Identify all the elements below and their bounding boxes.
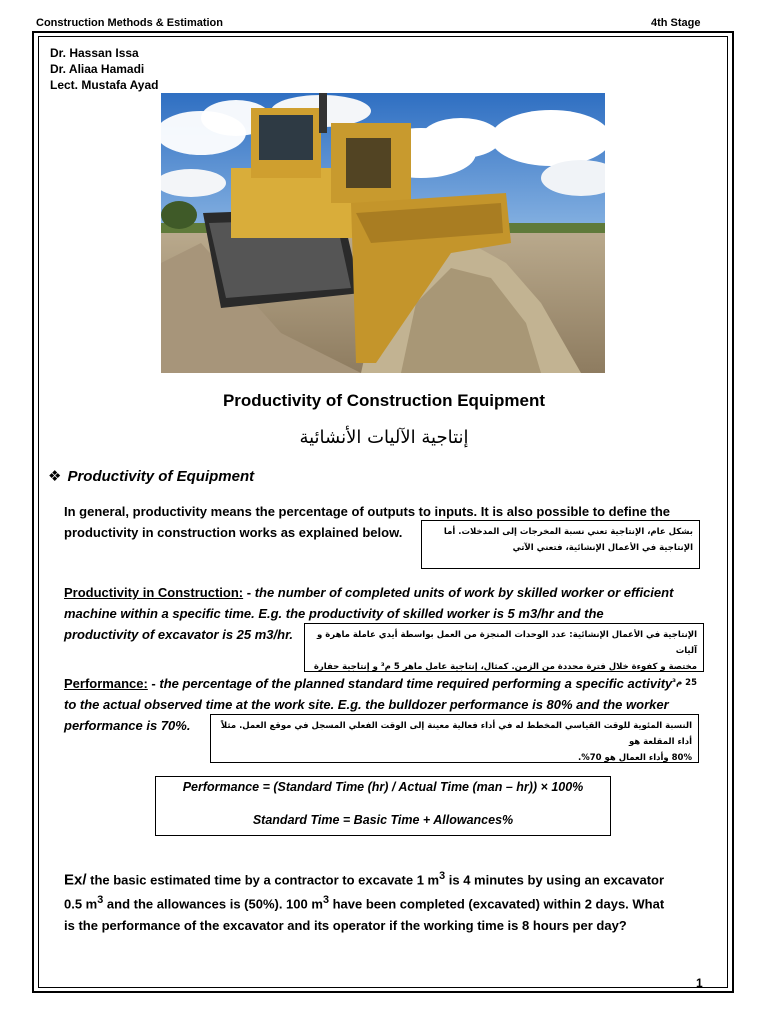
arabic-note-performance	[210, 714, 699, 763]
term-separator: -	[147, 676, 160, 691]
paragraph-line	[64, 673, 704, 694]
arabic-line: 80% وأداء العمال هو 70%.	[578, 753, 692, 763]
example-label: Ex/	[64, 871, 87, 889]
author: Lect. Mustafa Ayad	[50, 78, 159, 92]
term-separator: -	[243, 585, 255, 600]
superscript: 3	[439, 870, 446, 882]
example-text: the basic estimated time by a contractor to excavate 1 m	[86, 872, 440, 888]
paragraph-line: productivity in construction works as explained below.	[64, 525, 403, 540]
arabic-line: بشكل عام، الإنتاجية تعني نسبة المخرجات إلى المدخلات. أما	[443, 527, 693, 537]
diamond-bullet-icon: ❖	[48, 468, 62, 485]
superscript: 3	[322, 894, 329, 907]
formula-box	[155, 776, 611, 836]
page-title: Productivity of Construction Equipment	[222, 391, 546, 410]
paragraph-line: productivity of excavator is 25 m3/hr.	[64, 627, 294, 642]
paragraph-line	[64, 866, 704, 890]
header-course: Construction Methods & Estimation	[36, 17, 223, 29]
definition-text: the number of completed units of work by skilled worker or efficient	[254, 585, 674, 600]
paragraph-line	[64, 582, 704, 603]
arabic-line: الإنتاجية في الأعمال الإنشائية: عدد الوحدات المنجزة من العمل بواسطة أيدي عاملة ماهرة و آليات	[317, 630, 697, 656]
example-text: is 4 minutes by using an excavator	[445, 872, 665, 888]
paragraph-line: is the performance of the excavator and its operator if the working time is 8 hours per day?	[64, 917, 627, 933]
performance-formula: Performance = (Standard Time (hr) / Actual Time (man – hr)) × 100%	[182, 780, 584, 794]
arabic-note-general	[421, 520, 700, 569]
paragraph-line	[64, 890, 704, 914]
paragraph-line: machine within a specific time. E.g. the productivity of skilled worker is 5 m3/hr and the	[64, 606, 604, 621]
example-text: have been completed (excavated) within 2 days. What	[328, 896, 665, 912]
superscript: 3	[97, 894, 104, 907]
section-heading	[48, 467, 254, 485]
section-heading-text: Productivity of Equipment	[67, 468, 255, 485]
arabic-line: الإنتاجية في الأعمال الإنشائية، فتعني الآتي	[512, 543, 693, 553]
header-stage: 4th Stage	[651, 17, 701, 29]
arabic-line: النسبة المئوية للوقت القياسي المخطط له في أداء فعالية معينة إلى الوقت الفعلي المسجل في موقع العمل. مثلاً أداء المقلعة هو	[220, 721, 692, 747]
term-productivity: Productivity in Construction:	[64, 585, 244, 600]
bulldozer-photo	[161, 93, 605, 373]
arabic-line: مختصة و كفوءة خلال فترة محددة من الزمن. كمثال، إنتاجية عامل ماهر 5 م³ و إنتاجية حفارة 25 م³	[313, 662, 697, 688]
term-performance: Performance:	[64, 676, 148, 691]
standard-time-formula: Standard Time = Basic Time + Allowances%	[252, 813, 514, 827]
example-text: and the allowances is (50%). 100 m	[103, 896, 323, 912]
example-problem	[64, 866, 704, 936]
paragraph-line: to the actual observed time at the work site. E.g. the bulldozer performance is 80% and the worker	[64, 697, 669, 712]
page-title-arabic: إنتاجية الآليات الأنشائية	[299, 427, 469, 448]
page-number: 1	[696, 976, 703, 990]
paragraph-line: performance is 70%.	[64, 718, 191, 733]
author: Dr. Hassan Issa	[50, 46, 139, 60]
example-text: 0.5 m	[64, 896, 98, 912]
definition-text: the percentage of the planned standard time required performing a specific activity	[159, 676, 673, 691]
authors	[50, 45, 158, 93]
paragraph-line: In general, productivity means the percentage of outputs to inputs. It is also possible to define the	[64, 504, 671, 519]
author: Dr. Aliaa Hamadi	[50, 62, 145, 76]
